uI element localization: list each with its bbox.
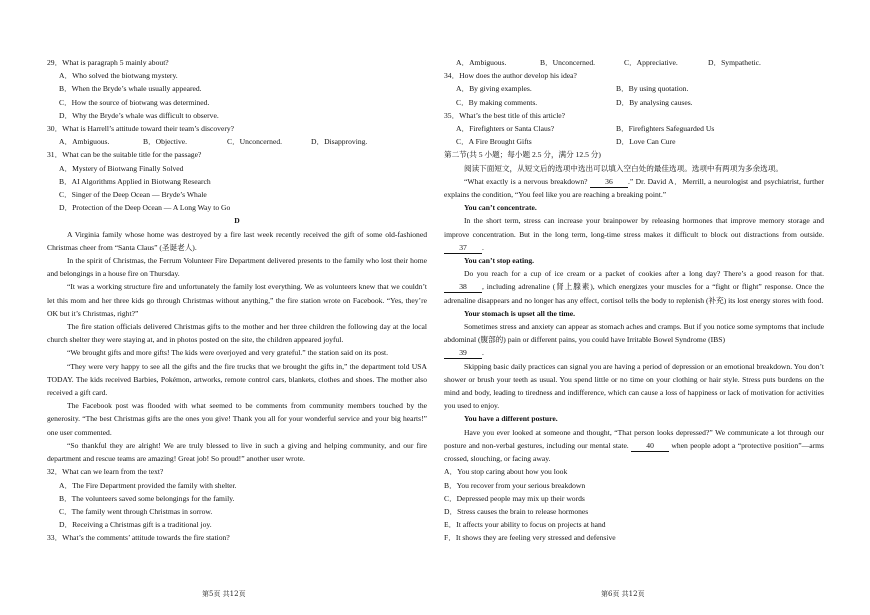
q33-options [444, 56, 824, 69]
cloze-option-f: F．It shows they are feeling very stressed and defensive [444, 533, 616, 543]
blank-38: 38 [444, 281, 482, 293]
q30-options [47, 135, 427, 148]
passage-paragraph: “It was a working structure fire and unfortunately the family lost everything. We as volunteers knew that we couldn’t let this mom and her three kids go through Christmas without anything,” the fire station wrote on Facebook. “Yes, they’re OK but it’s Christmas, right?” [47, 282, 427, 318]
passage-paragraph: The fire station officials delivered Christmas gifts to the mother and her three children the following day at the local church shelter they were staying at, and in photos posted on the site, the children appeared joyful. [47, 322, 427, 345]
blank-39: 39 [444, 347, 482, 359]
blank-40: 40 [631, 440, 669, 452]
q32-option-b: B．The volunteers saved some belongings for the family. [59, 493, 235, 503]
q32-option-d: D．Receiving a Christmas gift is a traditional joy. [59, 520, 212, 530]
q35-option-b: B．Firefighters Safeguarded Us [616, 124, 715, 134]
cloze-paragraph-1: “What exactly is a nervous breakdown? 36 .” Dr. David A．Merrill, a neurologist and psychiatrist, further explains the condition, “You feel like you are reaching a breaking point.” [444, 176, 824, 200]
cloze-option-e: E．It affects your ability to focus on projects at hand [444, 520, 606, 530]
page-number-left: 第5页 共12页 [202, 590, 246, 598]
section-2-instructions: 阅读下面短文，从短文后的选项中选出可以填入空白处的最佳选项。选项中有两项为多余选项。 [464, 163, 783, 173]
q35-options-row2 [444, 135, 824, 148]
section-2-title: 第二节(共 5 小题；每小题 2.5 分，满分 12.5 分) [444, 150, 601, 160]
q33-option-a: A．Ambiguous. [456, 58, 507, 67]
q35-option-c: C．A Fire Brought Gifts [456, 137, 532, 147]
section-d-heading: D [234, 216, 240, 226]
right-page [444, 56, 824, 545]
cloze-heading: You have a different posture. [464, 414, 558, 424]
q31-option-d: D．Protection of the Deep Ocean — A Long Way to Go [59, 203, 231, 213]
cloze-option-c: C．Depressed people may mix up their words [444, 493, 585, 503]
q30-option-a: A．Ambiguous. [59, 137, 110, 147]
question-29-stem: 29．What is paragraph 5 mainly about? [47, 58, 169, 67]
q30-option-b: B．Objective. [143, 137, 188, 147]
q32-option-a: A．The Fire Department provided the family with shelter. [59, 480, 237, 490]
cloze-paragraph-3: Do you reach for a cup of ice cream or a packet of cookies after a long day? There’s a good reason for that. 38 , including adrenaline (肾上腺素), which energizes your muscles for a “fight or flight” response. Once the adrenaline disappears and no longer has any effect, cortisol tells the body to replenish (补充) its lost energy stores with food. [444, 269, 824, 305]
question-32-stem: 32．What can we learn from the text? [47, 467, 164, 477]
blank-37: 37 [444, 242, 482, 254]
q29-option-c: C．How the source of biotwang was determined. [59, 97, 210, 107]
question-34-stem: 34．How does the author develop his idea? [444, 71, 577, 81]
q31-option-c: C．Singer of the Deep Ocean — Bryde’s Whale [59, 190, 207, 200]
passage-paragraph: The Facebook post was flooded with what seemed to be comments from community members touched by the generosity. “The best Christmas gifts are the ones you give! Thank you all for your wonderful service and your big hearts!” one user commented. [47, 401, 427, 437]
cloze-paragraph-4: Sometimes stress and anxiety can appear as stomach aches and cramps. But if you notice some symptoms that include abdominal (腹部的) pain or different pains, you could have Irritable Bowel Syndrome (IBS) 39 . [444, 322, 824, 358]
q30-option-c: C．Unconcerned. [227, 137, 283, 147]
cloze-heading: You can’t stop eating. [464, 256, 535, 266]
q34-option-b: B．By using quotation. [616, 84, 689, 94]
passage-paragraph: In the spirit of Christmas, the Ferrum Volunteer Fire Department delivered presents to the family who lost their home and belongings in a house fire on Thursday. [47, 256, 427, 279]
passage-paragraph: “They were very happy to see all the gifts and the fire trucks that we brought the gifts in,” the department told USA TODAY. The kids received Barbies, Pokémon, artworks, remote control cars, blankets, clothes and shoes. The mother also received a gift card. [47, 361, 427, 398]
passage-paragraph: A Virginia family whose home was destroyed by a fire last week recently received the gift of some old-fashioned Christmas cheer from “Santa Claus” (圣诞老人). [47, 229, 427, 252]
cloze-paragraph-5: Skipping basic daily practices can signal you are having a period of depression or an emotional breakdown. You don’t shower or brush your teeth as usual. You spend little or no time on your clothing or hair style. Stress puts burdens on the mind and body, leading to tiredness and indifference, which can cause a loss of happiness or lack of motivation for activities you used to enjoy. [444, 361, 824, 411]
q34-option-a: A．By giving examples. [456, 84, 532, 94]
question-33-stem: 33．What’s the comments’ attitude towards the fire station? [47, 533, 230, 543]
q33-option-b: B．Unconcerned. [540, 58, 596, 67]
q31-option-a: A．Mystery of Biotwang Finally Solved [59, 163, 184, 173]
cloze-heading: You can’t concentrate. [464, 203, 537, 213]
q29-option-d: D．Why the Bryde’s whale was difficult to observe. [59, 110, 219, 120]
q29-option-b: B．When the Bryde’s whale usually appeared. [59, 84, 202, 94]
blank-36: 36 [590, 176, 628, 188]
q32-option-c: C．The family went through Christmas in sorrow. [59, 506, 213, 516]
q29-option-a: A．Who solved the biotwang mystery. [59, 71, 178, 81]
question-35-stem: 35．What’s the best title of this article? [444, 110, 566, 120]
q31-option-b: B．AI Algorithms Applied in Biotwang Research [59, 176, 211, 186]
question-31-stem: 31．What can be the suitable title for the passage? [47, 150, 202, 160]
cloze-paragraph-2: In the short term, stress can increase your brainpower by releasing hormones that improve memory storage and improve concentration. But in the long term, long-time stress makes it difficult to block out distractions from outside. 37 . [444, 216, 824, 252]
q34-options-row1 [444, 82, 824, 95]
q35-option-d: D．Love Can Cure [616, 137, 676, 147]
left-page [47, 56, 427, 545]
q33-option-c: C．Appreciative. [624, 58, 678, 67]
q34-option-c: C．By making comments. [456, 97, 538, 107]
passage-paragraph: “We brought gifts and more gifts! The kids were overjoyed and very grateful.” the station said on its post. [67, 348, 389, 358]
q35-option-a: A．Firefighters or Santa Claus? [456, 124, 555, 134]
cloze-option-d: D．Stress causes the brain to release hormones [444, 506, 589, 516]
cloze-option-a: A．You stop caring about how you look [444, 467, 568, 477]
q33-option-d: D．Sympathetic. [708, 58, 761, 67]
cloze-heading: Your stomach is upset all the time. [464, 308, 576, 318]
passage-paragraph: “So thankful they are alright! We are truly blessed to live in such a giving and helping community, and our fire department and rescue teams are amazing! Great job! So proud!” another user wrote. [47, 440, 427, 464]
page-number-right: 第6页 共12页 [601, 590, 645, 598]
cloze-option-b: B．You recover from your serious breakdown [444, 480, 586, 490]
question-30-stem: 30．What is Harrell’s attitude toward their team’s discovery? [47, 124, 235, 134]
cloze-paragraph-6: Have you ever looked at someone and thought, “That person looks depressed?” We communicate a lot through our posture and non-verbal gestures, including our mental state. 40 when people adopt a “protective position”—arms crossed, slouching, or facing away. [444, 427, 825, 464]
q34-option-d: D．By analysing causes. [616, 97, 693, 107]
q30-option-d: D．Disapproving. [311, 137, 368, 147]
q35-options-row1 [444, 122, 824, 135]
q34-options-row2 [444, 96, 824, 109]
